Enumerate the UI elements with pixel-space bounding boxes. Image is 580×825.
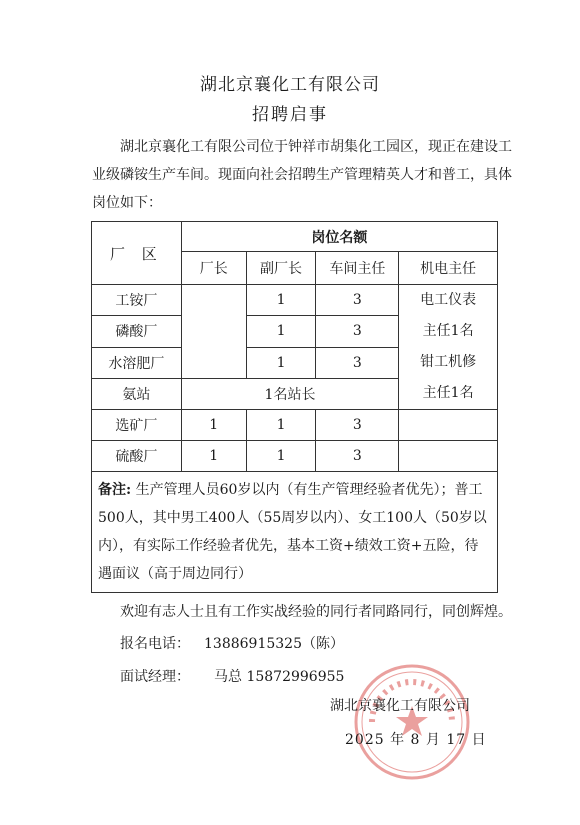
phone-line	[120, 633, 344, 653]
cell-station-master: 1名站长	[181, 378, 398, 409]
table-row-zone: 氨站	[92, 378, 182, 409]
cell-deputy: 1	[246, 347, 316, 378]
table-row-zone: 水溶肥厂	[92, 347, 182, 378]
cell-workshop: 3	[316, 441, 399, 472]
positions-table	[91, 221, 498, 593]
col-deputy: 副厂长	[246, 252, 316, 285]
closing-text: 欢迎有志人士且有工作实战经验的同行者同路同行，同创辉煌。	[120, 604, 512, 620]
notice-title: 招聘启事	[252, 105, 328, 125]
positions-header: 岗位名额	[181, 222, 497, 252]
zone-header: 厂 区	[92, 222, 182, 285]
cell-deputy: 1	[246, 410, 316, 441]
manager-label: 面试经理：	[120, 669, 190, 685]
signature-company: 湖北京襄化工有限公司	[330, 698, 470, 714]
mech-cell	[399, 285, 498, 410]
mech-line: 主任1名	[422, 323, 474, 339]
col-workshop: 车间主任	[316, 252, 399, 285]
empty-mech-cell	[399, 410, 498, 441]
remarks-text: 生产管理人员60岁以内（有生产管理经验者优先）；普工500人，其中男工400人（55周岁以内）、女工100人（50岁以内），有实际工作经验者优先，基本工资+绩效工资+五险，待遇面议（高于周边同行）	[98, 482, 487, 582]
intro-paragraph: 湖北京襄化工有限公司位于钟祥市胡集化工园区，现正在建设工业级磷铵生产车间。现面向社会招聘生产管理精英人才和普工，具体岗位如下：	[92, 139, 512, 211]
table-row-zone: 磷酸厂	[92, 316, 182, 347]
table-row-zone: 硫酸厂	[92, 441, 182, 472]
cell-workshop: 3	[316, 285, 399, 316]
cell-deputy: 1	[246, 441, 316, 472]
empty-mech-cell	[399, 441, 498, 472]
table-row-zone: 选矿厂	[92, 410, 182, 441]
manager-value: 马总 15872996955	[214, 669, 345, 685]
cell-workshop: 3	[316, 316, 399, 347]
cell-director: 1	[181, 410, 246, 441]
table-row-zone: 工铵厂	[92, 285, 182, 316]
phone-label: 报名电话：	[120, 636, 190, 652]
mech-line: 主任1名	[422, 385, 474, 401]
company-seal-icon	[352, 662, 472, 782]
cell-director: 1	[181, 441, 246, 472]
mech-line: 电工仪表	[420, 292, 477, 308]
empty-director-cell	[181, 285, 246, 379]
cell-deputy: 1	[246, 285, 316, 316]
col-director: 厂长	[181, 252, 246, 285]
signature-date: 2025 年 8 月 17 日	[345, 732, 487, 748]
cell-workshop: 3	[316, 347, 399, 378]
mech-line: 钳工机修	[420, 354, 477, 370]
manager-line	[120, 666, 344, 686]
remarks-label: 备注:	[98, 482, 132, 498]
col-mech: 机电主任	[399, 252, 498, 285]
cell-deputy: 1	[246, 316, 316, 347]
company-title: 湖北京襄化工有限公司	[200, 75, 380, 95]
phone-value: 13886915325（陈）	[204, 636, 344, 652]
cell-workshop: 3	[316, 410, 399, 441]
remarks-cell	[92, 472, 498, 593]
